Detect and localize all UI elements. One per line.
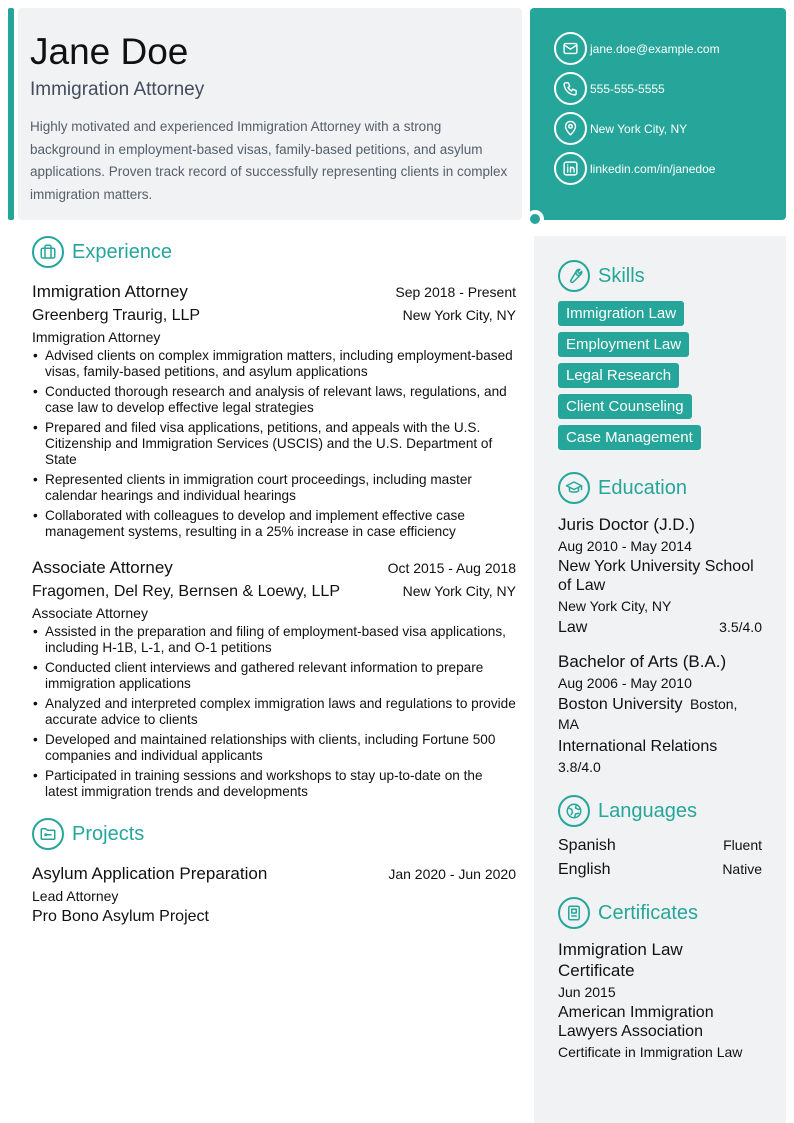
project-org: Pro Bono Asylum Project <box>32 908 209 925</box>
skills-heading <box>558 260 762 292</box>
education-entry <box>558 514 762 637</box>
job-company: Fragomen, Del Rey, Bernsen & Loewy, LLP <box>32 583 340 600</box>
job-entry <box>32 282 516 540</box>
skill-tag: Employment Law <box>558 332 689 357</box>
certificates-label: Certificates <box>598 901 699 924</box>
language-level: Fluent <box>723 837 762 853</box>
main-column <box>32 236 516 926</box>
skill-tag: Immigration Law <box>558 301 684 326</box>
phone-icon <box>554 72 587 105</box>
experience-label: Experience <box>72 240 173 263</box>
certificate-date: Jun 2015 <box>558 984 616 1000</box>
field-of-study: International Relations <box>558 738 718 755</box>
certificate-icon <box>558 897 590 929</box>
phone-text: 555-555-5555 <box>590 81 665 96</box>
skills-label: Skills <box>598 264 645 287</box>
certificate-entry <box>558 939 762 1062</box>
bullet-item: • Assisted in the preparation and filing of employment-based visa applications, including H-1B, L-1, and O-1 petitions <box>32 624 516 656</box>
contact-phone[interactable] <box>554 72 786 105</box>
language-item <box>558 835 762 855</box>
languages-list <box>558 835 762 879</box>
certificate-issuer: American Immigration Lawyers Association <box>558 1004 714 1040</box>
certificate-name: Immigration Law Certificate <box>558 940 683 980</box>
map-pin-icon <box>554 112 587 145</box>
school-name: New York University School of Law <box>558 558 754 594</box>
contact-location <box>554 112 786 145</box>
bullet-item: • Represented clients in immigration court proceedings, including master calendar hearings and individual hearings <box>32 472 516 504</box>
bullet-item: • Developed and maintained relationships with clients, including Fortune 500 companies and individual applicants <box>32 732 516 764</box>
education-heading <box>558 472 762 504</box>
job-dates: Sep 2018 - Present <box>395 284 516 300</box>
project-dates: Jan 2020 - Jun 2020 <box>388 866 516 882</box>
skills-list <box>558 301 762 456</box>
degree: Bachelor of Arts (B.A.) <box>558 652 727 671</box>
education-label: Education <box>598 476 687 499</box>
bullet-item: • Collaborated with colleagues to develop and implement effective case management systems, resulting in a 25% increase in case efficiency <box>32 508 516 540</box>
language-name: Spanish <box>558 837 616 854</box>
project-entry <box>32 864 516 926</box>
language-item <box>558 859 762 879</box>
linkedin-icon <box>554 152 587 185</box>
degree: Juris Doctor (J.D.) <box>558 515 695 534</box>
job-location: New York City, NY <box>402 307 516 323</box>
language-name: English <box>558 861 611 878</box>
languages-label: Languages <box>598 799 697 822</box>
experience-heading <box>32 236 516 268</box>
location-text: New York City, NY <box>590 121 688 136</box>
mail-icon <box>554 32 587 65</box>
skill-tag: Client Counseling <box>558 394 692 419</box>
school-location: New York City, NY <box>558 598 672 614</box>
job-role: Immigration Attorney <box>32 329 161 345</box>
contact-linkedin[interactable] <box>554 152 786 185</box>
candidate-title: Immigration Attorney <box>30 79 205 100</box>
job-title: Associate Attorney <box>32 558 173 577</box>
project-title: Asylum Application Preparation <box>32 864 268 883</box>
bullet-item: • Participated in training sessions and workshops to stay up-to-date on the latest immigration trends and developments <box>32 768 516 800</box>
job-title: Immigration Attorney <box>32 282 188 301</box>
linkedin-text: linkedin.com/in/janedoe <box>590 161 716 176</box>
header-accent-bar <box>8 8 14 220</box>
education-entry <box>558 651 762 777</box>
globe-icon <box>558 795 590 827</box>
bullet-item: • Conducted thorough research and analysis of relevant laws, regulations, and case law to develop effective legal strategies <box>32 384 516 416</box>
bullet-item: • Analyzed and interpreted complex immigration laws and regulations to provide accurate advice to clients <box>32 696 516 728</box>
certificate-description: Certificate in Immigration Law <box>558 1044 743 1060</box>
project-role: Lead Attorney <box>32 888 119 904</box>
bullet-item: • Prepared and filed visa applications, petitions, and appeals with the U.S. Citizenship and Immigration Services (USCIS) and the U.S. Department of State <box>32 420 516 468</box>
contact-email[interactable] <box>554 32 786 65</box>
contact-panel <box>530 8 786 220</box>
school-location: Boston, MA <box>558 696 738 732</box>
briefcase-icon <box>32 236 64 268</box>
candidate-name: Jane Doe <box>30 31 189 72</box>
language-level: Native <box>722 861 762 877</box>
certificates-heading <box>558 897 762 929</box>
job-company: Greenberg Traurig, LLP <box>32 307 201 324</box>
job-role: Associate Attorney <box>32 605 148 621</box>
job-bullets <box>32 624 516 800</box>
job-bullets <box>32 348 516 540</box>
projects-label: Projects <box>72 822 145 845</box>
field-of-study: Law <box>558 619 588 636</box>
school-name: Boston University <box>558 696 683 713</box>
wrench-icon <box>558 260 590 292</box>
folder-icon <box>32 818 64 850</box>
education-dates: Aug 2006 - May 2010 <box>558 675 692 691</box>
bullet-item: • Conducted client interviews and gathered relevant information to prepare immigration applications <box>32 660 516 692</box>
sidebar-column <box>558 260 762 1062</box>
summary: Highly motivated and experienced Immigration Attorney with a strong background in employment-based visas, family-based petitions, and asylum applications. Proven track record of successfully representing clients in complex immigration matters. <box>30 119 508 203</box>
education-dates: Aug 2010 - May 2014 <box>558 538 692 554</box>
header <box>18 8 522 220</box>
skill-tag: Legal Research <box>558 363 679 388</box>
decorative-dot <box>526 210 544 228</box>
job-location: New York City, NY <box>402 583 516 599</box>
graduation-cap-icon <box>558 472 590 504</box>
email-text: jane.doe@example.com <box>590 41 720 56</box>
job-dates: Oct 2015 - Aug 2018 <box>387 560 516 576</box>
gpa: 3.8/4.0 <box>558 759 601 775</box>
job-entry <box>32 558 516 800</box>
bullet-item: • Advised clients on complex immigration matters, including employment-based visas, family-based petitions, and asylum applications <box>32 348 516 380</box>
gpa: 3.5/4.0 <box>719 619 762 635</box>
skill-tag: Case Management <box>558 425 701 450</box>
projects-heading <box>32 818 516 850</box>
languages-heading <box>558 795 762 827</box>
